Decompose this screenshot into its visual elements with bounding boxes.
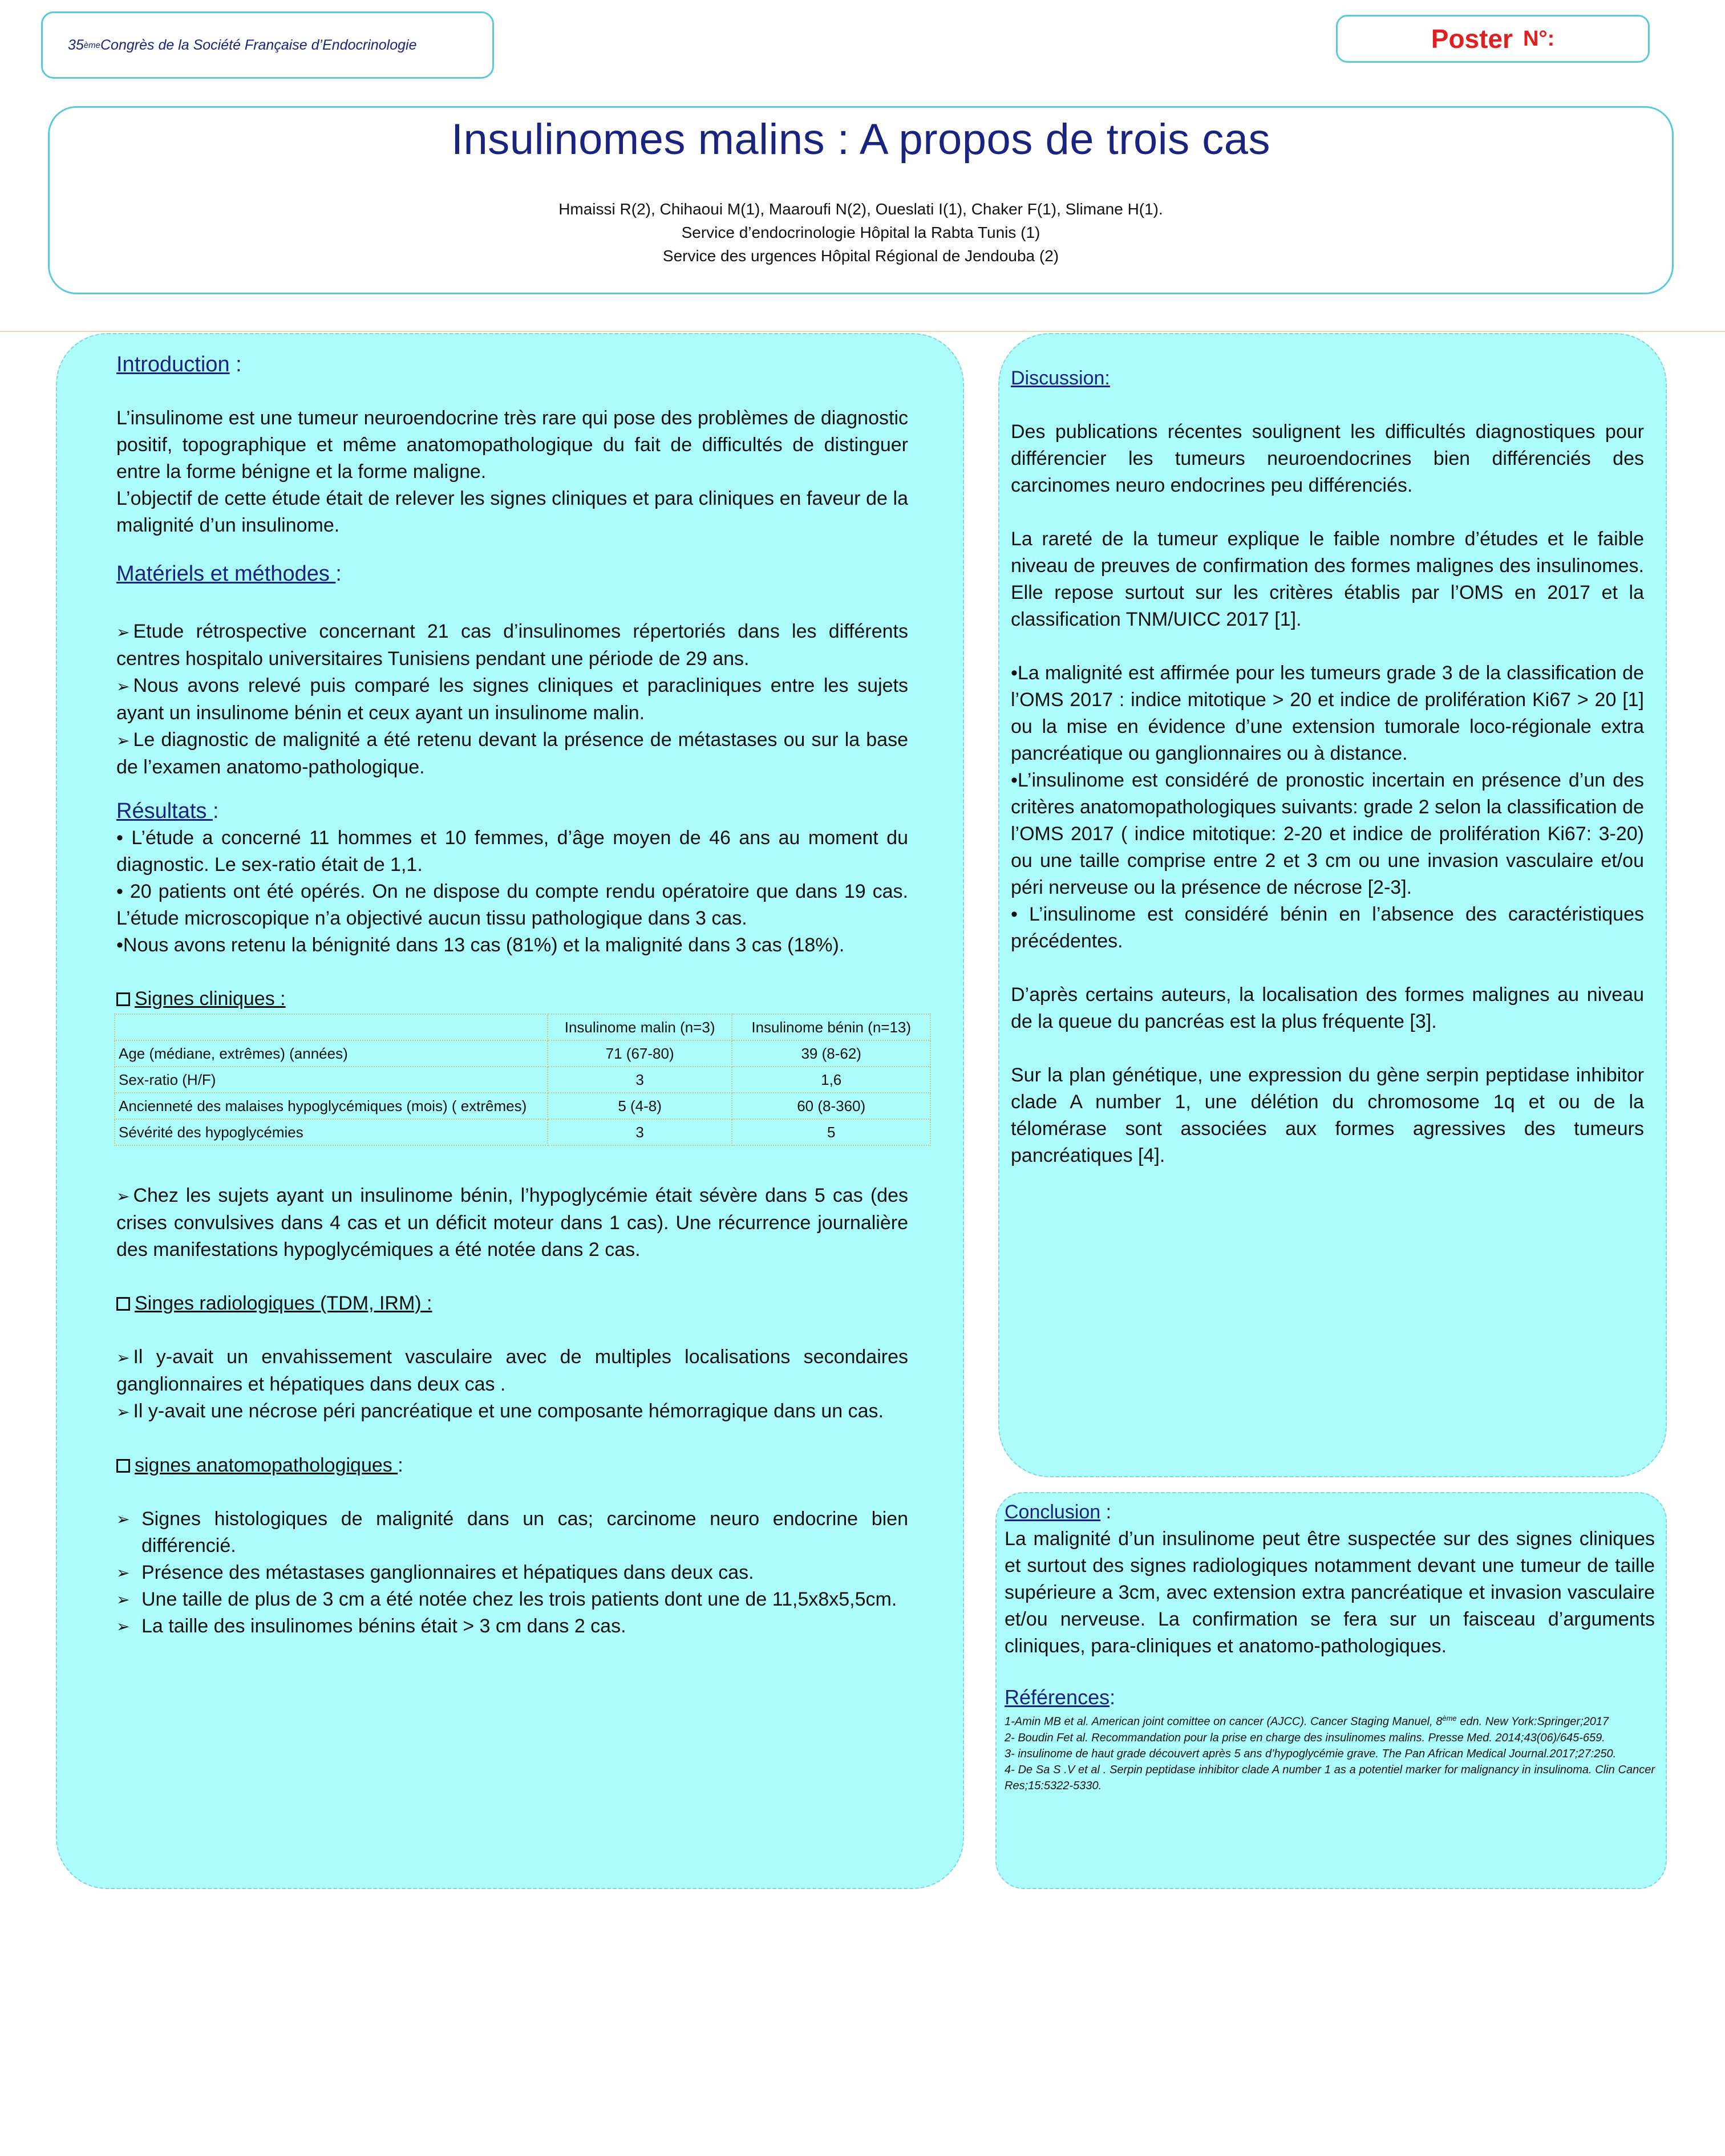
reference-item: 1-Amin MB et al. American joint comittee on cancer (AJCC). Cancer Staging Manuel, 8ème edn. New York:Springer;2017 [1005, 1714, 1609, 1728]
arrow-bullet-icon: ➢ [116, 732, 130, 749]
results-heading: Résultats : [116, 799, 219, 823]
table-cell: 1,6 [732, 1067, 930, 1093]
radiology-heading: Singes radiologiques (TDM, IRM) : [116, 1290, 908, 1317]
table-cell: Sex-ratio (H/F) [115, 1067, 548, 1093]
discussion-content [1011, 365, 1644, 1169]
table-header-cell: Insulinome malin (n=3) [548, 1014, 732, 1040]
affiliation-1: Service d’endocrinologie Hôpital la Rabta Tunis (1) [681, 224, 1040, 241]
discussion-panel [998, 333, 1667, 1477]
arrow-bullet-icon: ➢ [116, 1618, 130, 1635]
table-cell: 5 (4-8) [548, 1093, 732, 1119]
checkbox-bullet-icon [116, 992, 130, 1006]
radiology-item: ➢ Il y-avait un envahissement vasculaire avec de multiples localisations secondaires ganglionnaires et hépatiques dans deux cas . [116, 1346, 908, 1395]
benign-findings-paragraph: ➢ Chez les sujets ayant un insulinome bénin, l’hypoglycémie était sévère dans 5 cas (des crises convulsives dans 4 cas et un déficit moteur dans 1 cas). Une récurrence journalière des manifestations hypoglycémiques a été notée dans 2 cas. [116, 1185, 908, 1261]
methods-heading: Matériels et méthodes : [116, 562, 342, 586]
table-cell: 3 [548, 1119, 732, 1145]
title-block [48, 106, 1674, 294]
reference-item: 4- De Sa S .V et al . Serpin peptidase inhibitor clade A number 1 as a potentiel marker for malignancy in insulinoma. Clin Cancer Res;15:5322-5330. [1005, 1763, 1655, 1792]
congress-number: 35 [68, 37, 84, 53]
anatomopathology-list [116, 1506, 908, 1640]
discussion-paragraph: Sur la plan génétique, une expression du gène serpin peptidase inhibitor clade A number 1, une délétion du chromosome 1q et ou de la télomérase sont associées aux formes agressives des tumeurs pancréatiques [4]. [1011, 1064, 1644, 1166]
table-cell: Sévérité des hypoglycémies [115, 1119, 548, 1145]
results-item: • 20 patients ont été opérés. On ne dispose du compte rendu opératoire que dans 19 cas. L’étude microscopique n’a objectivé aucun tissu pathologique dans 3 cas. [116, 881, 908, 929]
discussion-paragraph: • L’insulinome est considéré bénin en l’absence des caractéristiques précédentes. [1011, 903, 1644, 952]
poster-number-box [1336, 15, 1650, 63]
results-item: • L’étude a concerné 11 hommes et 10 femmes, d’âge moyen de 46 ans au moment du diagnostic. Le sex-ratio était de 1,1. [116, 827, 908, 876]
table-row [115, 1093, 930, 1119]
radiology-item: ➢ Il y-avait une nécrose péri pancréatique et une composante hémorragique dans un cas. [116, 1400, 884, 1422]
clinical-signs-heading: Signes cliniques : [116, 986, 908, 1012]
poster-number-label: N°: [1522, 26, 1555, 51]
results-item: •Nous avons retenu la bénignité dans 13 cas (81%) et la malignité dans 3 cas (18%). [116, 934, 845, 956]
congress-label [41, 11, 494, 79]
authors-block [50, 197, 1672, 268]
authors-line: Hmaissi R(2), Chihaoui M(1), Maaroufi N(2), Oueslati I(1), Chaker F(1), Slimane H(1). [558, 200, 1163, 218]
introduction-paragraph-2: L’objectif de cette étude était de relever les signes cliniques et para cliniques en faveur de la malignité d’un insulinome. [116, 488, 908, 536]
conclusion-text: La malignité d’un insulinome peut être suspectée sur des signes cliniques et surtout des signes radiologiques notamment devant une tumeur de taille supérieure a 3cm, avec extension extra pancréatique et invasion vasculaire et/ou nerveuse. La confirmation se fera sur un faisceau d’arguments cliniques, para-cliniques et anatomo-pathologiques. [1005, 1528, 1655, 1657]
reference-item: 3- insulinome de haut grade découvert après 5 ans d’hypoglycémie grave. The Pan African Medical Journal.2017;27:250. [1005, 1747, 1617, 1760]
poster-title: Insulinomes malins : A propos de trois cas [451, 115, 1271, 164]
introduction-paragraph-1: L’insulinome est une tumeur neuroendocrine très rare qui pose des problèmes de diagnostic positif, topographique et même anatomopathologique du fait de difficultés de distinguer entre la forme bénigne et la forme maligne. [116, 407, 908, 483]
table-row [115, 1040, 930, 1067]
table-row [115, 1067, 930, 1093]
arrow-bullet-icon: ➢ [116, 1188, 130, 1205]
list-item: ➢ Une taille de plus de 3 cm a été notée chez les trois patients dont une de 11,5x8x5,5cm. [116, 1586, 908, 1613]
references-heading: Références: [1005, 1685, 1116, 1709]
references-list [1005, 1711, 1655, 1794]
arrow-bullet-icon: ➢ [116, 1403, 130, 1421]
table-cell: 71 (67-80) [548, 1040, 732, 1067]
discussion-paragraph: •La malignité est affirmée pour les tumeurs grade 3 de la classification de l’OMS 2017 : indice mitotique > 20 et indice de prolifération Ki67 > 20 [1] ou la mise en évidence d’une extension tumorale loco-régionale extra pancréatique ou ganglionnaires ou à distance. [1011, 662, 1644, 764]
methods-item: ➢ Le diagnostic de malignité a été retenu devant la présence de métastases ou sur la base de l’examen anatomo-pathologique. [116, 729, 908, 778]
congress-ordinal-suffix: ème [83, 40, 100, 50]
table-header-cell: Insulinome bénin (n=13) [732, 1014, 930, 1040]
arrow-bullet-icon: ➢ [116, 1510, 130, 1528]
discussion-paragraph: La rareté de la tumeur explique le faible nombre d’études et le faible niveau de preuves de confirmation des formes malignes des insulinomes. Elle repose surtout sur les critères établis par l’OMS en 2017 et la classification TNM/UICC 2017 [1]. [1011, 528, 1644, 630]
clinical-table [114, 1014, 931, 1146]
arrow-bullet-icon: ➢ [116, 1349, 130, 1367]
list-item: ➢ Signes histologiques de malignité dans un cas; carcinome neuro endocrine bien différencié. [116, 1506, 908, 1559]
arrow-bullet-icon: ➢ [116, 623, 130, 641]
conclusion-heading: Conclusion : [1005, 1501, 1112, 1523]
table-cell: 3 [548, 1067, 732, 1093]
table-cell: 60 (8-360) [732, 1093, 930, 1119]
table-cell: 39 (8-62) [732, 1040, 930, 1067]
congress-name: Congrès de la Société Française d’Endocrinologie [100, 37, 417, 53]
methods-item: ➢ Etude rétrospective concernant 21 cas d’insulinomes répertoriés dans les différents centres hospitalo universitaires Tunisiens pendant une période de 29 ans. [116, 621, 908, 670]
anatomopathology-heading: signes anatomopathologiques : [116, 1452, 908, 1479]
separator-line [0, 331, 1725, 332]
table-cell: 5 [732, 1119, 930, 1145]
reference-item: 2- Boudin Fet al. Recommandation pour la prise en charge des insulinomes malins. Presse Med. 2014;43(06)/645-659. [1005, 1731, 1605, 1744]
table-header-cell [115, 1014, 548, 1040]
list-item: ➢ La taille des insulinomes bénins était > 3 cm dans 2 cas. [116, 1613, 908, 1640]
list-item: ➢ Présence des métastases ganglionnaires et hépatiques dans deux cas. [116, 1559, 908, 1586]
arrow-bullet-icon: ➢ [116, 1564, 130, 1582]
affiliation-2: Service des urgences Hôpital Régional de Jendouba (2) [662, 247, 1059, 265]
checkbox-bullet-icon [116, 1297, 130, 1311]
checkbox-bullet-icon [116, 1459, 130, 1473]
methods-item: ➢ Nous avons relevé puis comparé les signes cliniques et paracliniques entre les sujets ayant un insulinome bénin et ceux ayant un insulinome malin. [116, 675, 908, 724]
table-cell: Ancienneté des malaises hypoglycémiques (mois) ( extrêmes) [115, 1093, 548, 1119]
poster-label: Poster [1431, 24, 1513, 54]
table-cell: Age (médiane, extrêmes) (années) [115, 1040, 548, 1067]
discussion-paragraph: •L’insulinome est considéré de pronostic incertain en présence d’un des critères anatomopathologiques suivants: grade 2 selon la classification de l’OMS 2017 ( indice mitotique: 2-20 et indice de prolifération Ki67: 3-20) ou une taille comprise entre 2 et 3 cm ou une invasion vasculaire et/ou péri nerveuse ou la présence de nécrose [2-3]. [1011, 769, 1644, 898]
table-header-row [115, 1014, 930, 1040]
left-panel [56, 333, 964, 1889]
arrow-bullet-icon: ➢ [116, 678, 130, 695]
conclusion-panel [995, 1492, 1667, 1889]
left-panel-content [116, 351, 912, 1640]
discussion-heading: Discussion: [1011, 367, 1110, 389]
arrow-bullet-icon: ➢ [116, 1591, 130, 1608]
table-row [115, 1119, 930, 1145]
introduction-heading: Introduction : [116, 352, 242, 376]
discussion-paragraph: Des publications récentes soulignent les difficultés diagnostiques pour différencier les tumeurs neuroendocrines bien différenciés des carcinomes neuro endocrines peu différenciés. [1011, 421, 1644, 496]
discussion-paragraph: D’après certains auteurs, la localisation des formes malignes au niveau de la queue du pancréas est la plus fréquente [3]. [1011, 984, 1644, 1032]
conclusion-content [1005, 1499, 1655, 1794]
